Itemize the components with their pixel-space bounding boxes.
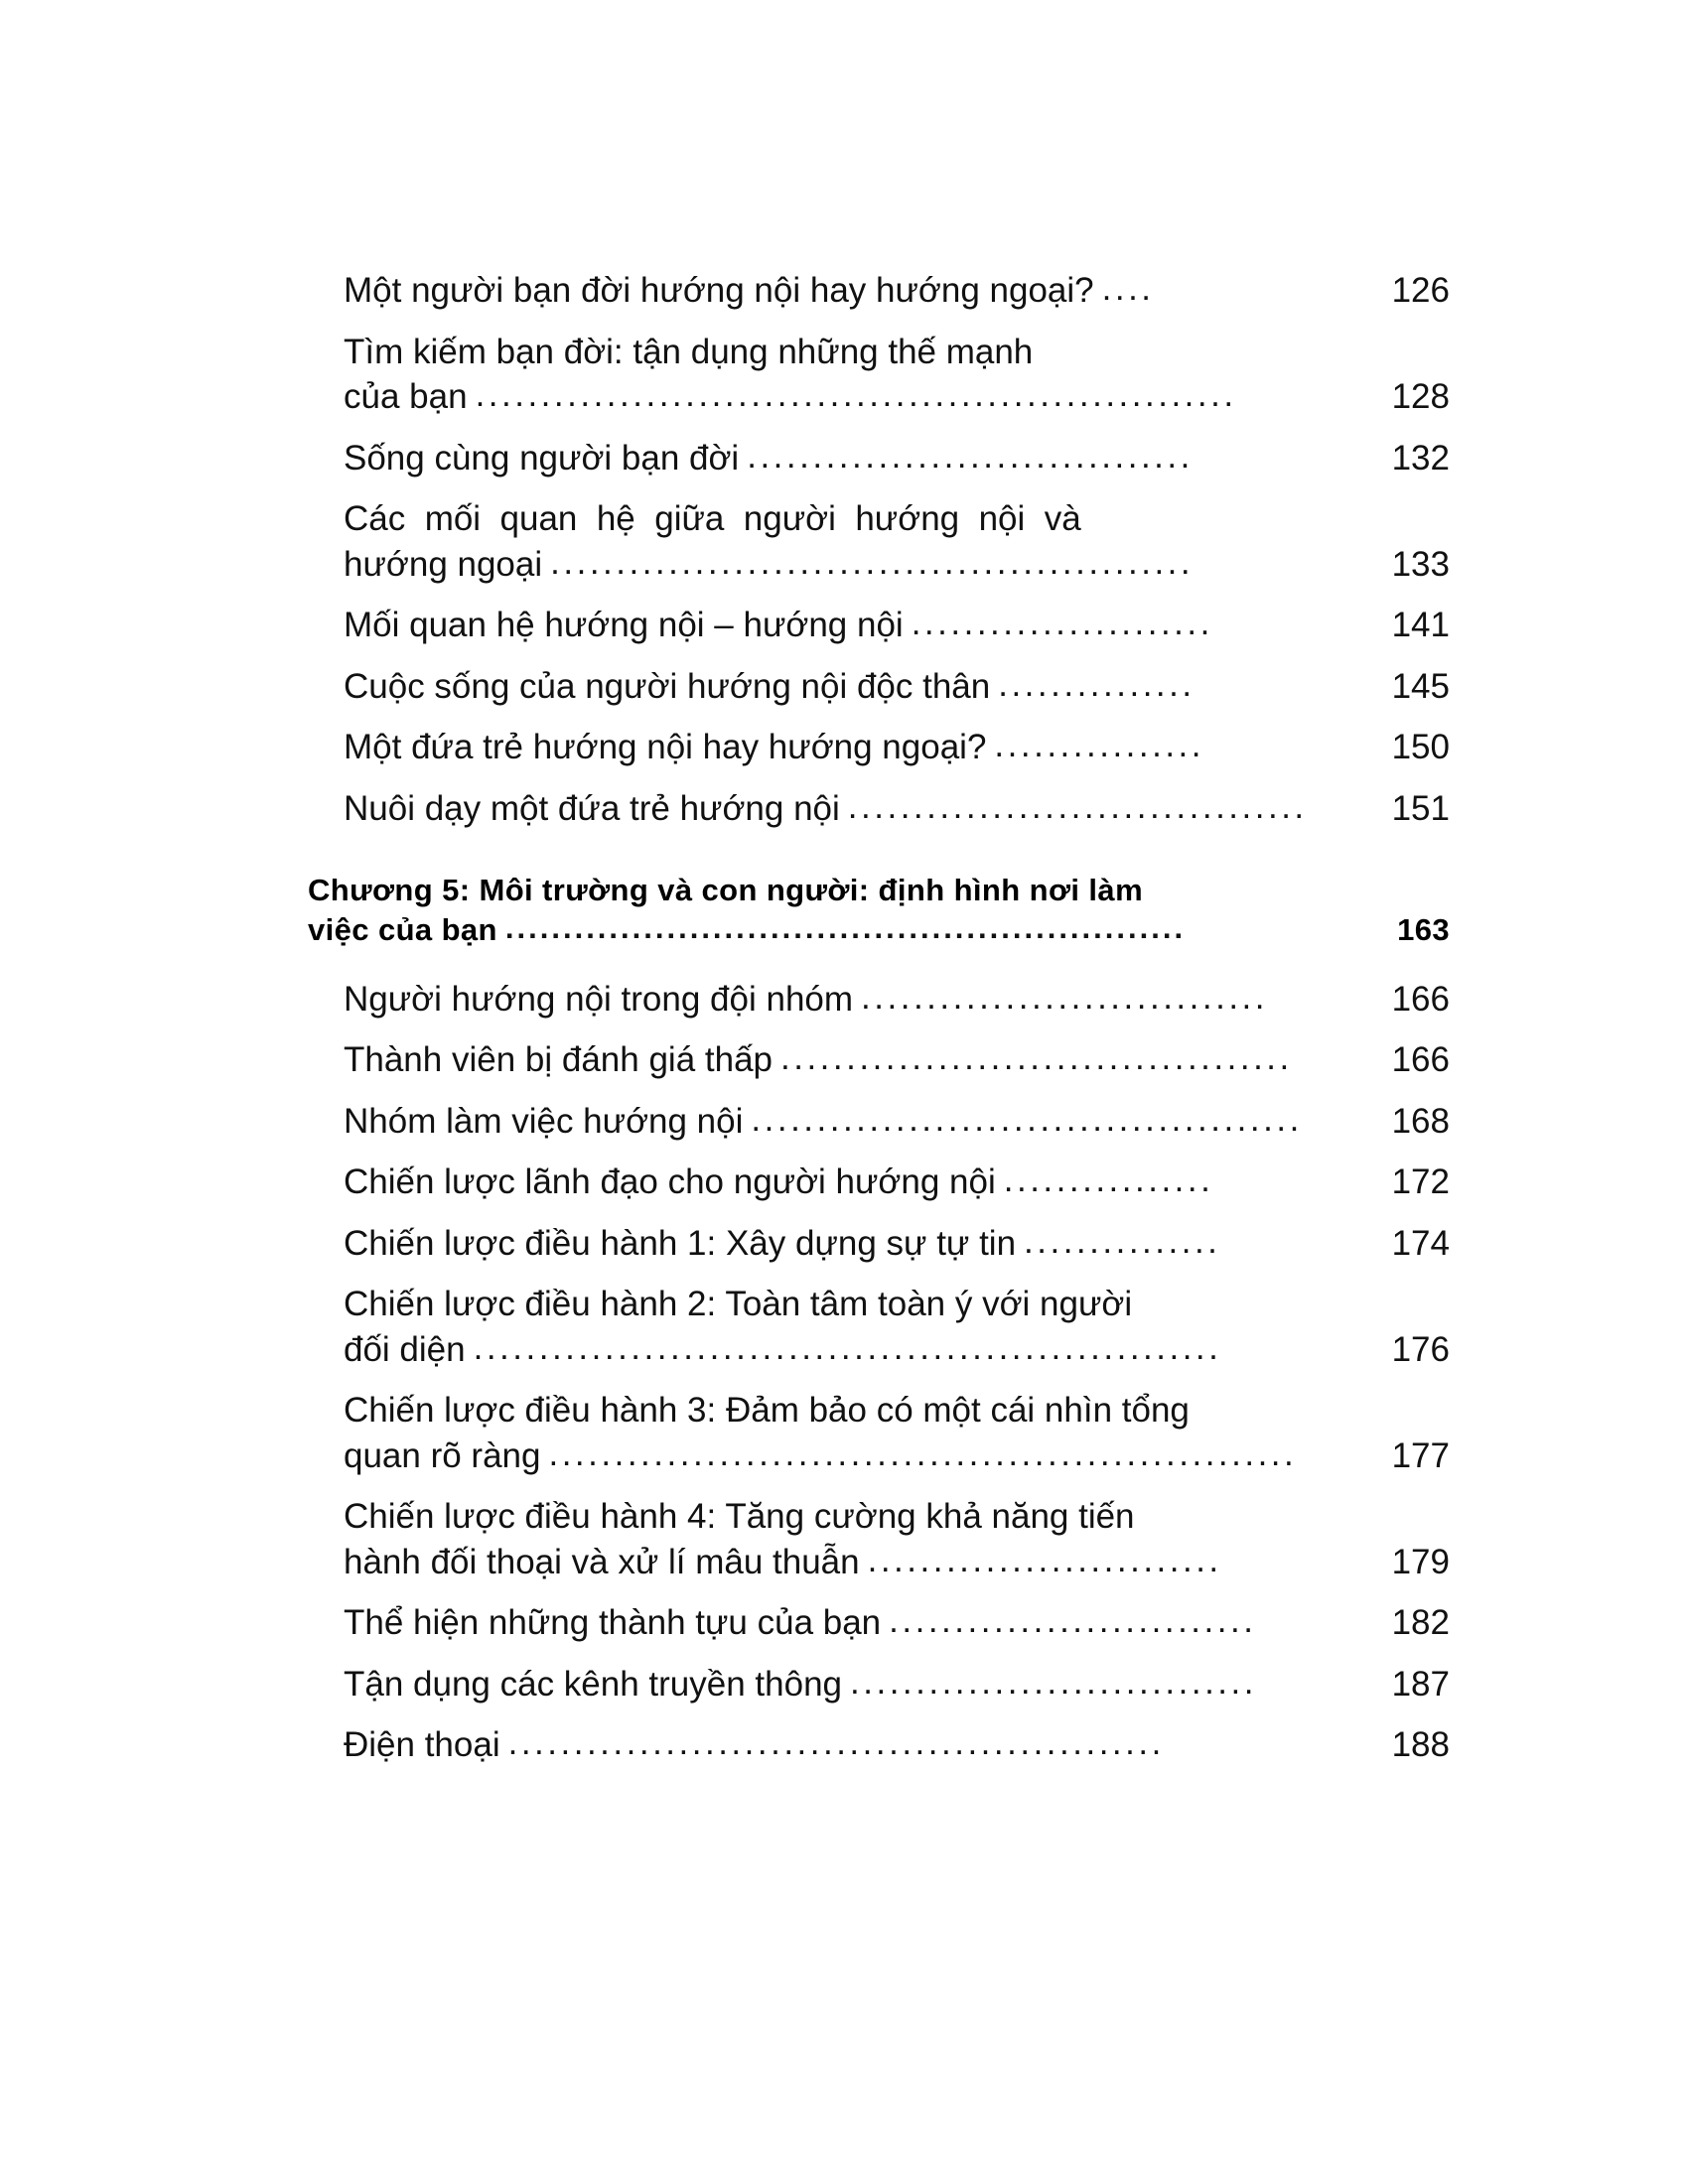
toc-entry-line	[344, 1037, 1450, 1083]
toc-entry[interactable]	[308, 603, 1450, 648]
toc-entry-line	[344, 725, 1450, 770]
toc-entry-line	[344, 1327, 1450, 1373]
toc-leader-dots: .................................................	[550, 542, 1195, 582]
toc-leader-dots: ...........................................................	[504, 910, 1187, 946]
toc-leader-dots: ............................	[889, 1601, 1257, 1641]
toc-entry[interactable]	[308, 1662, 1450, 1707]
toc-entry-text: Thành viên bị đánh giá thấp	[344, 1040, 773, 1080]
toc-entry-text: Điện thoại	[344, 1725, 500, 1765]
toc-page-number: 182	[1391, 1603, 1450, 1643]
toc-entry-text: Các mối quan hệ giữa người hướng nội và	[344, 499, 1081, 538]
toc-entry-text: Sống cùng người bạn đời	[344, 438, 740, 478]
toc-entry-text: Chiến lược điều hành 1: Xây dựng sự tự tin	[344, 1223, 1017, 1263]
toc-entry-line	[344, 1722, 1450, 1768]
toc-page-number: 133	[1391, 544, 1450, 584]
table-of-contents	[308, 268, 1450, 1784]
toc-entry-line	[344, 1388, 1450, 1433]
toc-entry-text: Cuộc sống của người hướng nội độc thân	[344, 666, 991, 706]
toc-leader-dots: .......................................	[780, 1038, 1293, 1078]
toc-page-number: 151	[1391, 788, 1450, 828]
toc-entry[interactable]	[308, 1221, 1450, 1267]
toc-entry[interactable]	[308, 1160, 1450, 1205]
toc-page-number: 141	[1391, 606, 1450, 644]
toc-page-number: 177	[1391, 1435, 1450, 1475]
toc-entry-text: quan rõ ràng	[344, 1435, 541, 1475]
toc-entry-text: hướng ngoại	[344, 544, 543, 584]
toc-entry-text: đối diện	[344, 1329, 466, 1369]
toc-page-number: 126	[1391, 271, 1450, 310]
toc-entry-line	[344, 1433, 1450, 1479]
toc-leader-dots: ................	[1003, 1160, 1214, 1200]
toc-page-number: 168	[1391, 1101, 1450, 1141]
toc-page-number: 172	[1391, 1162, 1450, 1202]
toc-page-number: 128	[1391, 377, 1450, 416]
toc-entry-text: việc của bạn	[308, 912, 497, 948]
toc-entry-line	[308, 910, 1450, 950]
toc-entry-line	[344, 1282, 1450, 1327]
toc-entry-text: Chiến lược điều hành 2: Toàn tâm toàn ý với người	[344, 1285, 1133, 1324]
toc-entry-line	[308, 871, 1450, 910]
toc-page-number: 176	[1391, 1329, 1450, 1369]
toc-entry-line	[344, 1540, 1450, 1585]
toc-entry-text: Một đứa trẻ hướng nội hay hướng ngoại?	[344, 728, 987, 766]
toc-entry-text: Người hướng nội trong đội nhóm	[344, 979, 854, 1019]
toc-entry[interactable]	[308, 1722, 1450, 1768]
toc-entry-text: Một người bạn đời hướng nội hay hướng ngoại?	[344, 271, 1094, 310]
toc-entry-text: Thể hiện những thành tựu của bạn	[344, 1603, 882, 1643]
toc-entry-line	[344, 436, 1450, 481]
toc-entry[interactable]	[308, 1099, 1450, 1145]
toc-entry[interactable]	[308, 330, 1450, 420]
toc-page-number: 150	[1391, 728, 1450, 766]
toc-leader-dots: ................	[994, 726, 1205, 764]
toc-leader-dots: ....	[1101, 269, 1155, 308]
toc-entry-line	[344, 496, 1450, 542]
toc-entry-line	[344, 603, 1450, 648]
toc-entry[interactable]	[308, 1494, 1450, 1584]
toc-entry-text: Tận dụng các kênh truyền thông	[344, 1664, 843, 1704]
toc-entry[interactable]	[308, 1037, 1450, 1083]
toc-entry-text: Chương 5: Môi trường và con người: định hình nơi làm	[308, 873, 1144, 907]
toc-entry-line	[344, 374, 1450, 420]
toc-entry[interactable]	[308, 786, 1450, 832]
toc-entry[interactable]	[308, 1388, 1450, 1478]
toc-leader-dots: .........................................................	[473, 1327, 1222, 1367]
toc-entry[interactable]	[308, 1600, 1450, 1646]
toc-entry[interactable]	[308, 977, 1450, 1023]
toc-entry[interactable]	[308, 1282, 1450, 1372]
toc-chapter-entry[interactable]	[308, 871, 1450, 951]
toc-entry-text: Mối quan hệ hướng nội – hướng nội	[344, 606, 904, 644]
toc-leader-dots: ...........................	[867, 1540, 1222, 1579]
toc-entry-line	[344, 1494, 1450, 1540]
toc-entry[interactable]	[308, 268, 1450, 314]
toc-page-number: 166	[1391, 1040, 1450, 1080]
toc-leader-dots: ..........................................................	[475, 375, 1237, 414]
toc-page-number: 166	[1391, 979, 1450, 1019]
toc-page-number: 188	[1391, 1725, 1450, 1765]
toc-entry-text: Chiến lược điều hành 4: Tăng cường khả năng tiến	[344, 1497, 1135, 1537]
toc-page-number: 179	[1391, 1542, 1450, 1581]
toc-entry[interactable]	[308, 436, 1450, 481]
toc-entry-line	[344, 542, 1450, 588]
toc-page-number: 174	[1391, 1223, 1450, 1263]
toc-entry-line	[344, 1099, 1450, 1145]
toc-leader-dots: ..........................................	[751, 1099, 1303, 1139]
toc-entry-line	[344, 664, 1450, 710]
toc-entry-text: Chiến lược điều hành 3: Đảm bảo có một cái nhìn tổng	[344, 1391, 1190, 1431]
toc-entry-line	[344, 1600, 1450, 1646]
toc-leader-dots: .......................	[911, 604, 1213, 642]
toc-entry-line	[344, 1662, 1450, 1707]
toc-entry-text: của bạn	[344, 377, 468, 416]
toc-leader-dots: ..................................	[747, 436, 1194, 476]
toc-leader-dots: ..................................................	[507, 1723, 1165, 1763]
toc-entry-text: Tìm kiếm bạn đời: tận dụng những thế mạnh	[344, 332, 1034, 371]
toc-leader-dots: ...................................	[847, 786, 1308, 826]
toc-entry-text: hành đối thoại và xử lí mâu thuẫn	[344, 1542, 860, 1581]
toc-entry-line	[344, 330, 1450, 375]
toc-page-number: 163	[1397, 912, 1450, 948]
toc-entry-text: Chiến lược lãnh đạo cho người hướng nội	[344, 1162, 996, 1202]
toc-leader-dots: .........................................................	[548, 1433, 1298, 1473]
toc-entry-line	[344, 1221, 1450, 1267]
toc-page-number: 132	[1391, 438, 1450, 478]
toc-entry-line	[344, 268, 1450, 314]
toc-entry[interactable]	[308, 725, 1450, 770]
toc-entry-line	[344, 977, 1450, 1023]
toc-entry-text: Nuôi dạy một đứa trẻ hướng nội	[344, 788, 840, 828]
toc-entry-line	[344, 1160, 1450, 1205]
toc-entry[interactable]	[308, 664, 1450, 710]
toc-leader-dots: ...............	[998, 664, 1196, 704]
toc-leader-dots: ...............................	[850, 1662, 1257, 1702]
toc-entry-line	[344, 786, 1450, 832]
toc-leader-dots: ...............................	[861, 977, 1268, 1017]
toc-page-number: 187	[1391, 1664, 1450, 1704]
toc-page-number: 145	[1391, 666, 1450, 706]
toc-entry-text: Nhóm làm việc hướng nội	[344, 1101, 744, 1141]
toc-leader-dots: ...............	[1024, 1221, 1221, 1261]
toc-entry[interactable]	[308, 496, 1450, 587]
